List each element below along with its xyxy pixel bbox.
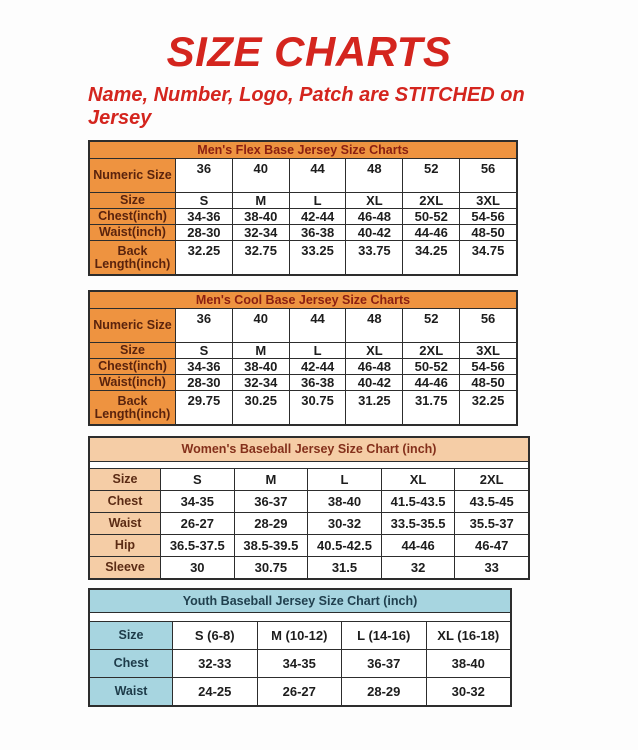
size-value: 2XL <box>402 193 459 208</box>
size-value: 41.5-43.5 <box>381 491 455 512</box>
size-value: S <box>160 469 234 490</box>
size-value: 38-40 <box>232 359 289 374</box>
row-label: Numeric Size <box>90 159 175 192</box>
size-value: 36 <box>175 309 232 342</box>
size-value: 3XL <box>459 193 516 208</box>
table-row <box>90 224 516 240</box>
size-value: 44 <box>289 159 346 192</box>
band-spacer <box>90 613 510 622</box>
size-value: 34.25 <box>402 241 459 274</box>
size-value: L (14-16) <box>341 622 426 649</box>
size-value: 50-52 <box>402 209 459 224</box>
row-label: Size <box>90 193 175 208</box>
size-value: 3XL <box>459 343 516 358</box>
row-label: Waist <box>90 513 160 534</box>
size-value: M <box>234 469 308 490</box>
row-label: Chest(inch) <box>90 359 175 374</box>
row-label: Sleeve <box>90 557 160 578</box>
size-value: 44-46 <box>402 375 459 390</box>
size-value: 36 <box>175 159 232 192</box>
size-value: 30-32 <box>426 678 511 705</box>
page-title: SIZE CHARTS <box>166 28 452 75</box>
size-value: 44-46 <box>381 535 455 556</box>
table-row <box>90 534 528 556</box>
size-value: 48 <box>345 309 402 342</box>
size-value: 36-37 <box>341 650 426 677</box>
table-men-s-cool-base-jersey-size-charts <box>88 290 518 426</box>
size-value: L <box>289 193 346 208</box>
size-value: 38.5-39.5 <box>234 535 308 556</box>
size-value: 24-25 <box>172 678 257 705</box>
size-value: 50-52 <box>402 359 459 374</box>
table-men-s-flex-base-jersey-size-charts <box>88 140 518 276</box>
size-value: 48 <box>345 159 402 192</box>
table-row <box>90 358 516 374</box>
size-value: XL <box>381 469 455 490</box>
row-label: Back Length(inch) <box>90 391 175 424</box>
size-value: 30 <box>160 557 234 578</box>
size-value: S (6-8) <box>172 622 257 649</box>
table-row <box>90 677 510 705</box>
size-value: 32-34 <box>232 225 289 240</box>
table-title: Men's Flex Base Jersey Size Charts <box>90 142 516 159</box>
size-value: 44 <box>289 309 346 342</box>
size-value: L <box>307 469 381 490</box>
size-value: 56 <box>459 309 516 342</box>
size-value: 32.25 <box>175 241 232 274</box>
size-value: 38-40 <box>426 650 511 677</box>
size-value: 32.25 <box>459 391 516 424</box>
size-value: 38-40 <box>232 209 289 224</box>
size-value: 48-50 <box>459 375 516 390</box>
size-value: S <box>175 343 232 358</box>
size-value: 32.75 <box>232 241 289 274</box>
size-value: 36-38 <box>289 225 346 240</box>
table-row <box>90 556 528 578</box>
table-row <box>90 374 516 390</box>
table-row <box>90 309 516 342</box>
size-value: 52 <box>402 309 459 342</box>
row-label: Back Length(inch) <box>90 241 175 274</box>
table-title: Men's Cool Base Jersey Size Charts <box>90 292 516 309</box>
size-value: M <box>232 343 289 358</box>
row-label: Waist <box>90 678 172 705</box>
row-label: Waist(inch) <box>90 225 175 240</box>
size-value: 56 <box>459 159 516 192</box>
size-value: 40 <box>232 159 289 192</box>
table-row <box>90 512 528 534</box>
size-value: 28-30 <box>175 225 232 240</box>
row-label: Chest <box>90 650 172 677</box>
size-value: S <box>175 193 232 208</box>
size-value: 40-42 <box>345 225 402 240</box>
row-label: Chest(inch) <box>90 209 175 224</box>
row-label: Numeric Size <box>90 309 175 342</box>
size-value: 32 <box>381 557 455 578</box>
size-value: 33.5-35.5 <box>381 513 455 534</box>
row-label: Hip <box>90 535 160 556</box>
table-title: Women's Baseball Jersey Size Chart (inch) <box>90 438 528 462</box>
size-value: 46-47 <box>454 535 528 556</box>
table-title: Youth Baseball Jersey Size Chart (inch) <box>90 590 510 613</box>
size-value: 46-48 <box>345 209 402 224</box>
size-value: 31.75 <box>402 391 459 424</box>
size-value: 30.25 <box>232 391 289 424</box>
row-label: Size <box>90 343 175 358</box>
size-value: 2XL <box>402 343 459 358</box>
row-label: Size <box>90 469 160 490</box>
size-value: 33.25 <box>289 241 346 274</box>
size-value: 35.5-37 <box>454 513 528 534</box>
size-value: M <box>232 193 289 208</box>
size-value: 40 <box>232 309 289 342</box>
size-value: 43.5-45 <box>454 491 528 512</box>
page-subtitle: Name, Number, Logo, Patch are STITCHED on Jersey <box>88 84 525 129</box>
size-value: XL <box>345 193 402 208</box>
table-row <box>90 490 528 512</box>
size-value: 33.75 <box>345 241 402 274</box>
table-row <box>90 159 516 192</box>
size-value: 32-33 <box>172 650 257 677</box>
size-value: 40.5-42.5 <box>307 535 381 556</box>
size-value: 38-40 <box>307 491 381 512</box>
table-row <box>90 390 516 424</box>
size-value: 31.5 <box>307 557 381 578</box>
size-value: 36-38 <box>289 375 346 390</box>
row-label: Waist(inch) <box>90 375 175 390</box>
size-value: 48-50 <box>459 225 516 240</box>
size-value: 36.5-37.5 <box>160 535 234 556</box>
table-row <box>90 208 516 224</box>
size-value: 28-30 <box>175 375 232 390</box>
size-value: XL <box>345 343 402 358</box>
size-value: 29.75 <box>175 391 232 424</box>
size-value: 42-44 <box>289 209 346 224</box>
size-value: 30-32 <box>307 513 381 534</box>
size-value: 2XL <box>454 469 528 490</box>
size-value: M (10-12) <box>257 622 342 649</box>
size-value: 30.75 <box>289 391 346 424</box>
size-value: 44-46 <box>402 225 459 240</box>
size-value: 36-37 <box>234 491 308 512</box>
size-value: 54-56 <box>459 359 516 374</box>
size-value: 34-35 <box>160 491 234 512</box>
size-value: 34-36 <box>175 359 232 374</box>
table-row <box>90 469 528 490</box>
size-value: 54-56 <box>459 209 516 224</box>
table-row <box>90 342 516 358</box>
size-value: 28-29 <box>234 513 308 534</box>
size-value: 28-29 <box>341 678 426 705</box>
size-value: 42-44 <box>289 359 346 374</box>
size-value: 34-35 <box>257 650 342 677</box>
size-value: 33 <box>454 557 528 578</box>
row-label: Chest <box>90 491 160 512</box>
size-value: XL (16-18) <box>426 622 511 649</box>
size-value: 30.75 <box>234 557 308 578</box>
table-women-s-baseball-jersey-size-chart-inch <box>88 436 530 580</box>
table-row <box>90 649 510 677</box>
size-value: L <box>289 343 346 358</box>
row-label: Size <box>90 622 172 649</box>
size-value: 52 <box>402 159 459 192</box>
table-row <box>90 622 510 649</box>
size-value: 34.75 <box>459 241 516 274</box>
size-value: 40-42 <box>345 375 402 390</box>
table-youth-baseball-jersey-size-chart-inch <box>88 588 512 707</box>
size-value: 26-27 <box>257 678 342 705</box>
size-value: 34-36 <box>175 209 232 224</box>
size-value: 26-27 <box>160 513 234 534</box>
band-spacer <box>90 462 528 469</box>
size-value: 31.25 <box>345 391 402 424</box>
table-row <box>90 192 516 208</box>
table-row <box>90 240 516 274</box>
size-value: 46-48 <box>345 359 402 374</box>
size-value: 32-34 <box>232 375 289 390</box>
